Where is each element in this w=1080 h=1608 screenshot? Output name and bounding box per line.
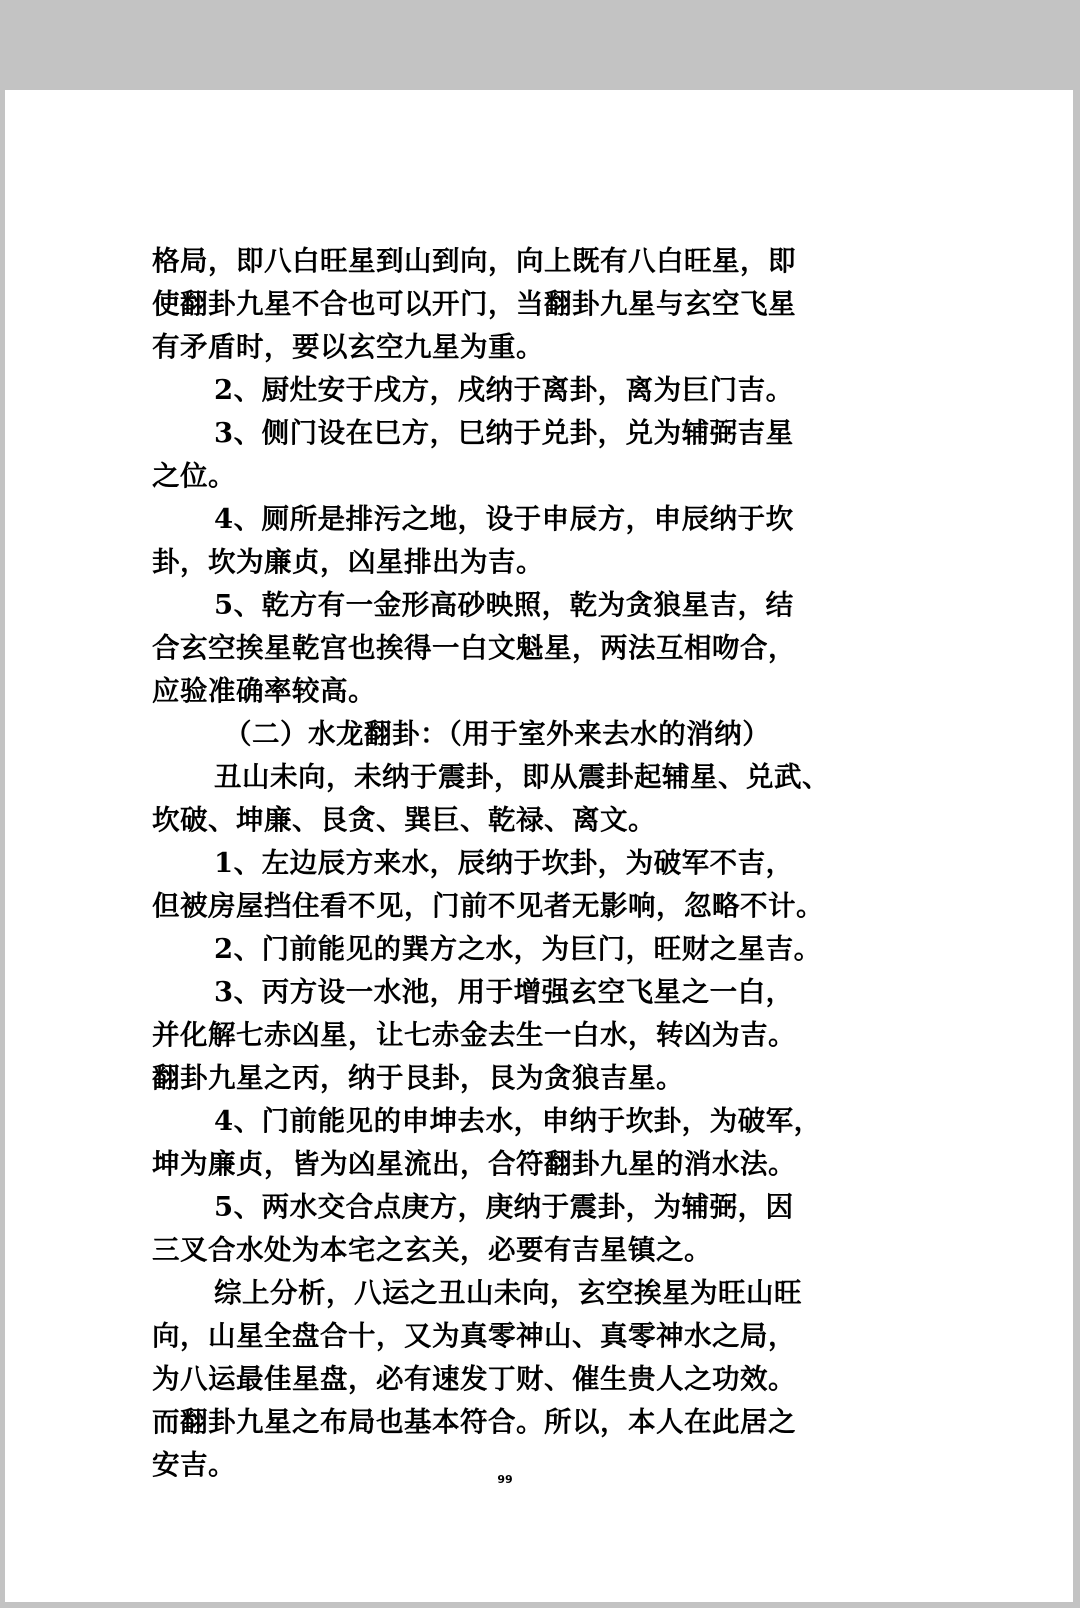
document-page xyxy=(5,90,1073,1602)
text-line: 5、乾方有一金形高砂映照，乾为贪狼星吉，结 xyxy=(214,589,794,621)
text-line: 丑山未向，未纳于震卦，即从震卦起辅星、兑武、 xyxy=(214,761,830,793)
text-line: 1、左边辰方来水，辰纳于坎卦，为破军不吉， xyxy=(214,847,794,879)
text-line: 格局，即八白旺星到山到向，向上既有八白旺星，即 xyxy=(152,245,796,277)
text-line: 有矛盾时，要以玄空九星为重。 xyxy=(152,331,544,363)
text-line: 3、侧门设在巳方，巳纳于兑卦，兑为辅弼吉星 xyxy=(214,417,794,449)
text-line: 4、厕所是排污之地，设于申辰方，申辰纳于坎 xyxy=(214,503,794,535)
page-number: 99 xyxy=(497,1473,513,1486)
text-line: 安吉。 xyxy=(152,1449,236,1481)
text-line: 3、丙方设一水池，用于增强玄空飞星之一白， xyxy=(214,976,794,1008)
text-line: 5、两水交合点庚方，庚纳于震卦，为辅弼，因 xyxy=(214,1191,794,1223)
body-text xyxy=(152,240,852,1487)
section-heading: （二）水龙翻卦：（用于室外来去水的消纳） xyxy=(224,718,771,750)
text-line: 使翻卦九星不合也可以开门，当翻卦九星与玄空飞星 xyxy=(152,288,796,320)
text-line: 综上分析，八运之丑山未向，玄空挨星为旺山旺 xyxy=(214,1277,802,1309)
text-line: 坤为廉贞，皆为凶星流出，合符翻卦九星的消水法。 xyxy=(152,1148,796,1180)
text-line: 应验准确率较高。 xyxy=(152,675,376,707)
text-line: 2、厨灶安于戌方，戌纳于离卦，离为巨门吉。 xyxy=(214,374,794,406)
text-line: 而翻卦九星之布局也基本符合。所以，本人在此居之 xyxy=(152,1406,796,1438)
text-line: 翻卦九星之丙，纳于艮卦，艮为贪狼吉星。 xyxy=(152,1062,684,1094)
text-line: 为八运最佳星盘，必有速发丁财、催生贵人之功效。 xyxy=(152,1363,796,1395)
text-line: 并化解七赤凶星，让七赤金去生一白水，转凶为吉。 xyxy=(152,1019,796,1051)
viewer-top-band xyxy=(0,0,1080,90)
text-line: 合玄空挨星乾宫也挨得一白文魁星，两法互相吻合， xyxy=(152,632,796,664)
text-line: 坎破、坤廉、艮贪、巽巨、乾禄、离文。 xyxy=(152,804,656,836)
text-line: 之位。 xyxy=(152,460,236,492)
text-line: 2、门前能见的巽方之水，为巨门，旺财之星吉。 xyxy=(214,933,822,965)
text-line: 但被房屋挡住看不见，门前不见者无影响，忽略不计。 xyxy=(152,890,824,922)
text-line: 三叉合水处为本宅之玄关，必要有吉星镇之。 xyxy=(152,1234,712,1266)
text-line: 向，山星全盘合十，又为真零神山、真零神水之局， xyxy=(152,1320,796,1352)
text-line: 4、门前能见的申坤去水，申纳于坎卦，为破军， xyxy=(214,1105,822,1137)
text-line: 卦，坎为廉贞，凶星排出为吉。 xyxy=(152,546,544,578)
